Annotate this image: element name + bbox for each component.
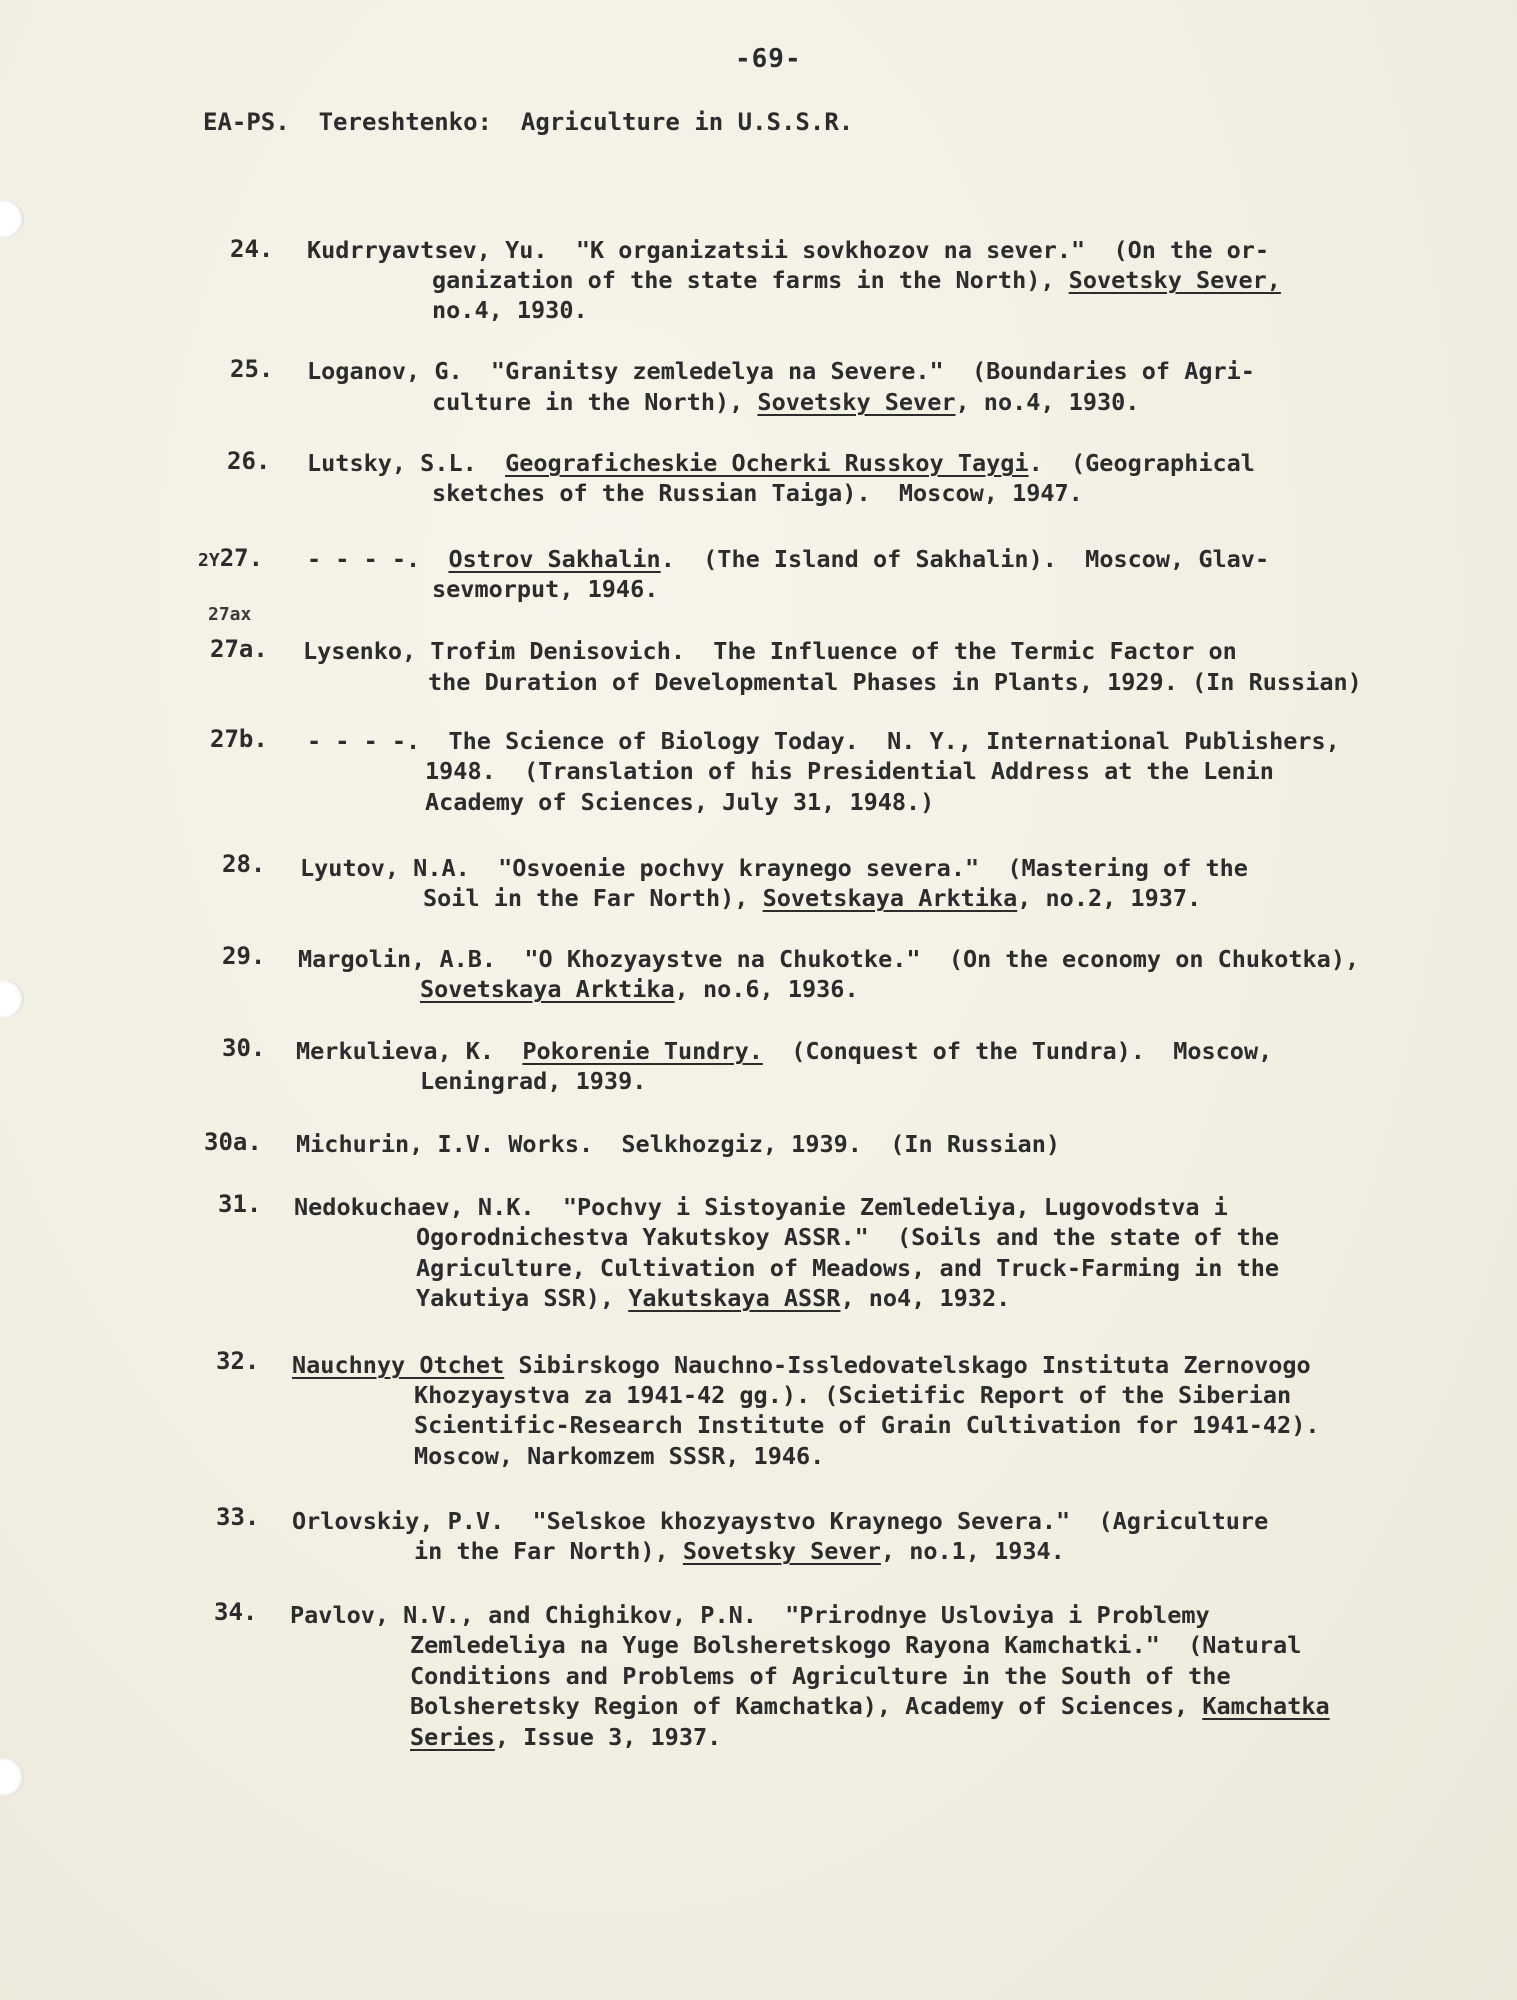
entry-line: Pavlov, N.V., and Chighikov, P.N. "Prirodnye Usloviya i Problemy [290, 1601, 1210, 1629]
series-title: Series [410, 1723, 495, 1751]
journal-title: Sovetsky Sever [682, 1537, 881, 1565]
entry-number: 29. [222, 942, 266, 970]
entry-line: - - - -. The Science of Biology Today. N. Y., International Publishers, [307, 727, 1340, 755]
journal-title: Sovetsky Sever, [1068, 266, 1281, 294]
entry-number: 30. [222, 1034, 266, 1062]
journal-title: Sovetskaya Arktika [420, 975, 675, 1003]
entry-line: 1948. (Translation of his Presidential Address at the Lenin [425, 757, 1274, 785]
report-title: Nauchnyy Otchet [292, 1351, 505, 1379]
entry-line: Loganov, G. "Granitsy zemledelya na Severe." (Boundaries of Agri- [307, 357, 1255, 385]
entry-line: Nauchnyy Otchet Sibirskogo Nauchno-Issledovatelskago Instituta Zernovogo [292, 1351, 1311, 1379]
book-title: Ostrov Sakhalin [448, 545, 661, 573]
entry-line: Ogorodnichestva Yakutskoy ASSR." (Soils and the state of the [416, 1223, 1280, 1251]
entry-line: Nedokuchaev, N.K. "Pochvy i Sistoyanie Zemledeliya, Lugovodstva i [294, 1193, 1228, 1221]
entry-line: Merkulieva, K. Pokorenie Tundry. (Conquest of the Tundra). Moscow, [296, 1037, 1273, 1065]
entry-line: Lutsky, S.L. Geograficheskie Ocherki Russkoy Taygi. (Geographical [307, 449, 1255, 477]
entry-line: Bolsheretsky Region of Kamchatka), Academy of Sciences, Kamchatka [410, 1692, 1330, 1720]
entry-number: 28. [222, 850, 266, 878]
entry-line: sketches of the Russian Taiga). Moscow, 1947. [432, 479, 1083, 507]
entry-line: Orlovskiy, P.V. "Selskoe khozyaystvo Kraynego Severa." (Agriculture [292, 1507, 1269, 1535]
entry-number: 24. [230, 235, 274, 263]
entry-line: Academy of Sciences, July 31, 1948.) [425, 788, 935, 816]
entry-number: 33. [216, 1503, 260, 1531]
book-title: Geograficheskie Ocherki Russkoy Taygi [505, 449, 1029, 477]
entry-line: Agriculture, Cultivation of Meadows, and Truck-Farming in the [416, 1254, 1280, 1282]
entry-line: Moscow, Narkomzem SSSR, 1946. [414, 1442, 825, 1470]
entry-line: Zemledeliya na Yuge Bolsheretskogo Rayona Kamchatki." (Natural [410, 1631, 1302, 1659]
entry-number: 26. [227, 447, 271, 475]
entry-line: ganization of the state farms in the North), Sovetsky Sever, [432, 266, 1281, 294]
entry-line: - - - -. Ostrov Sakhalin. (The Island of Sakhalin). Moscow, Glav- [307, 545, 1270, 573]
entry-line: in the Far North), Sovetsky Sever, no.1, 1934. [414, 1537, 1065, 1565]
entry-line: Lyutov, N.A. "Osvoenie pochvy kraynego severa." (Mastering of the [300, 854, 1248, 882]
entry-number: 31. [218, 1190, 262, 1218]
entry-line: Michurin, I.V. Works. Selkhozgiz, 1939. (In Russian) [296, 1130, 1061, 1158]
book-title: Pokorenie Tundry. [522, 1037, 763, 1065]
series-title: Kamchatka [1202, 1692, 1330, 1720]
entry-number: 27a. [210, 635, 268, 663]
entry-line: the Duration of Developmental Phases in Plants, 1929. (In Russian) [428, 668, 1362, 696]
entry-number: 25. [230, 355, 274, 383]
entry-line: Khozyaystva za 1941-42 gg.). (Scietific Report of the Siberian [414, 1381, 1292, 1409]
entry-line: culture in the North), Sovetsky Sever, no.4, 1930. [432, 388, 1140, 416]
journal-title: Sovetskaya Arktika [762, 884, 1018, 912]
entry-line: sevmorput, 1946. [432, 575, 659, 603]
entry-line: Leningrad, 1939. [420, 1067, 647, 1095]
page-number: -69- [735, 44, 802, 74]
entry-line: Margolin, A.B. "O Khozyaystve na Chukotke." (On the economy on Chukotka), [298, 945, 1360, 973]
entry-line: Sovetskaya Arktika, no.6, 1936. [420, 975, 859, 1003]
entry-line: Kudrryavtsev, Yu. "K organizatsii sovkhozov na sever." (On the or- [307, 236, 1270, 264]
journal-title: Sovetsky Sever [757, 388, 956, 416]
punch-hole [0, 1758, 24, 1796]
entry-line: Scientific-Research Institute of Grain Cultivation for 1941-42). [414, 1411, 1320, 1439]
entry-number: 30a. [204, 1128, 262, 1156]
document-header: EA-PS. Tereshtenko: Agriculture in U.S.S.R. [203, 108, 854, 136]
entry-line: Series, Issue 3, 1937. [410, 1723, 722, 1751]
journal-title: Yakutskaya ASSR [628, 1284, 841, 1312]
entry-number: 34. [214, 1598, 258, 1626]
entry-line: no.4, 1930. [432, 296, 588, 324]
entry-number: 2Y27. [198, 544, 264, 572]
entry-number: 27b. [210, 725, 268, 753]
entry-line: Yakutiya SSR), Yakutskaya ASSR, no4, 1932. [416, 1284, 1011, 1312]
punch-hole [0, 980, 24, 1018]
entry-number: 32. [216, 1347, 260, 1375]
typed-correction-mark: 27ax [208, 604, 252, 625]
entry-line: Soil in the Far North), Sovetskaya Arktika, no.2, 1937. [423, 884, 1202, 912]
entry-line: Conditions and Problems of Agriculture in the South of the [410, 1662, 1231, 1690]
entry-line: Lysenko, Trofim Denisovich. The Influence of the Termic Factor on [303, 637, 1237, 665]
punch-hole [0, 200, 24, 238]
